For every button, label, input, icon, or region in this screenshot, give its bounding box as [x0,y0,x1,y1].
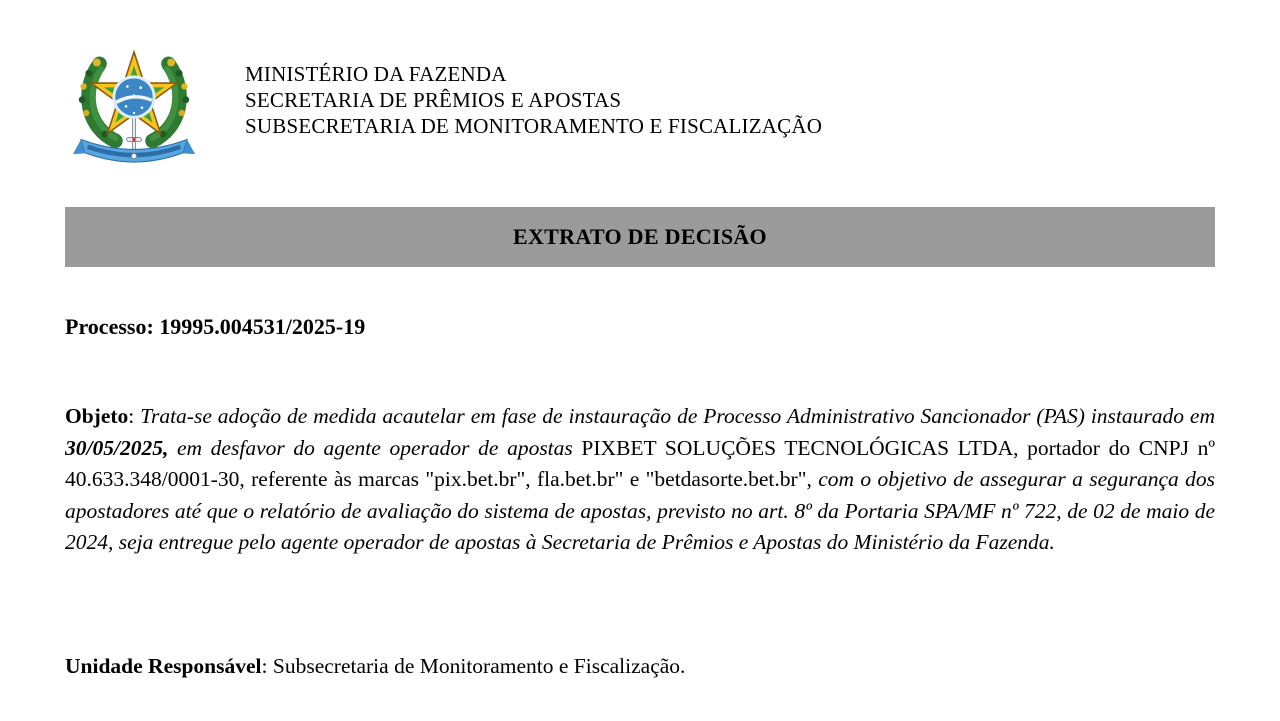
objeto-separator: : [128,404,141,428]
title-banner [65,207,1215,267]
unidade-line [65,654,1215,679]
objeto-text-italic-2: em desfavor do agente operador de apostas [168,435,573,460]
objeto-company-and-cnpj: PIXBET SOLUÇÕES TECNOLÓGICAS LTDA, portador do CNPJ nº 40.633.348/0001-30, referente às marcas "pix.bet.br", fla.bet.br" e "betdasorte.bet.br", [65,435,1215,491]
document-title: EXTRATO DE DECISÃO [513,224,767,249]
org-line-subsecretariat: SUBSECRETARIA DE MONITORAMENTO E FISCALIZAÇÃO [245,114,823,138]
unidade-label: Unidade Responsável [65,654,262,678]
objeto-date: 30/05/2025, [65,435,169,460]
processo-number: 19995.004531/2025-19 [159,314,366,339]
processo-line [65,314,1215,340]
objeto-paragraph [65,401,1215,559]
objeto-text-italic-3: com o objetivo de assegurar a segurança dos apostadores até que o relatório de avaliação do sistema de apostas, previsto no art. 8º da Portaria SPA/MF nº 722, de 02 de maio de 2024, seja entregue pelo agente operador de apostas à Secretaria de Prêmios e Apostas do Ministério da Fazenda. [65,467,1215,554]
objeto-text-italic-1: Trata-se adoção de medida acautelar em fase de instauração de Processo Administrativo Sancionador (PAS) instaurado em [140,404,1215,428]
org-line-ministry: MINISTÉRIO DA FAZENDA [245,62,507,86]
org-header [245,61,822,139]
org-line-secretariat: SECRETARIA DE PRÊMIOS E APOSTAS [245,88,622,112]
brazil-coat-of-arms-icon [66,36,202,174]
objeto-label: Objeto [65,404,129,428]
processo-label: Processo: [65,314,154,339]
unidade-separator: : [261,654,273,678]
unidade-value: Subsecretaria de Monitoramento e Fiscalização. [272,654,686,678]
